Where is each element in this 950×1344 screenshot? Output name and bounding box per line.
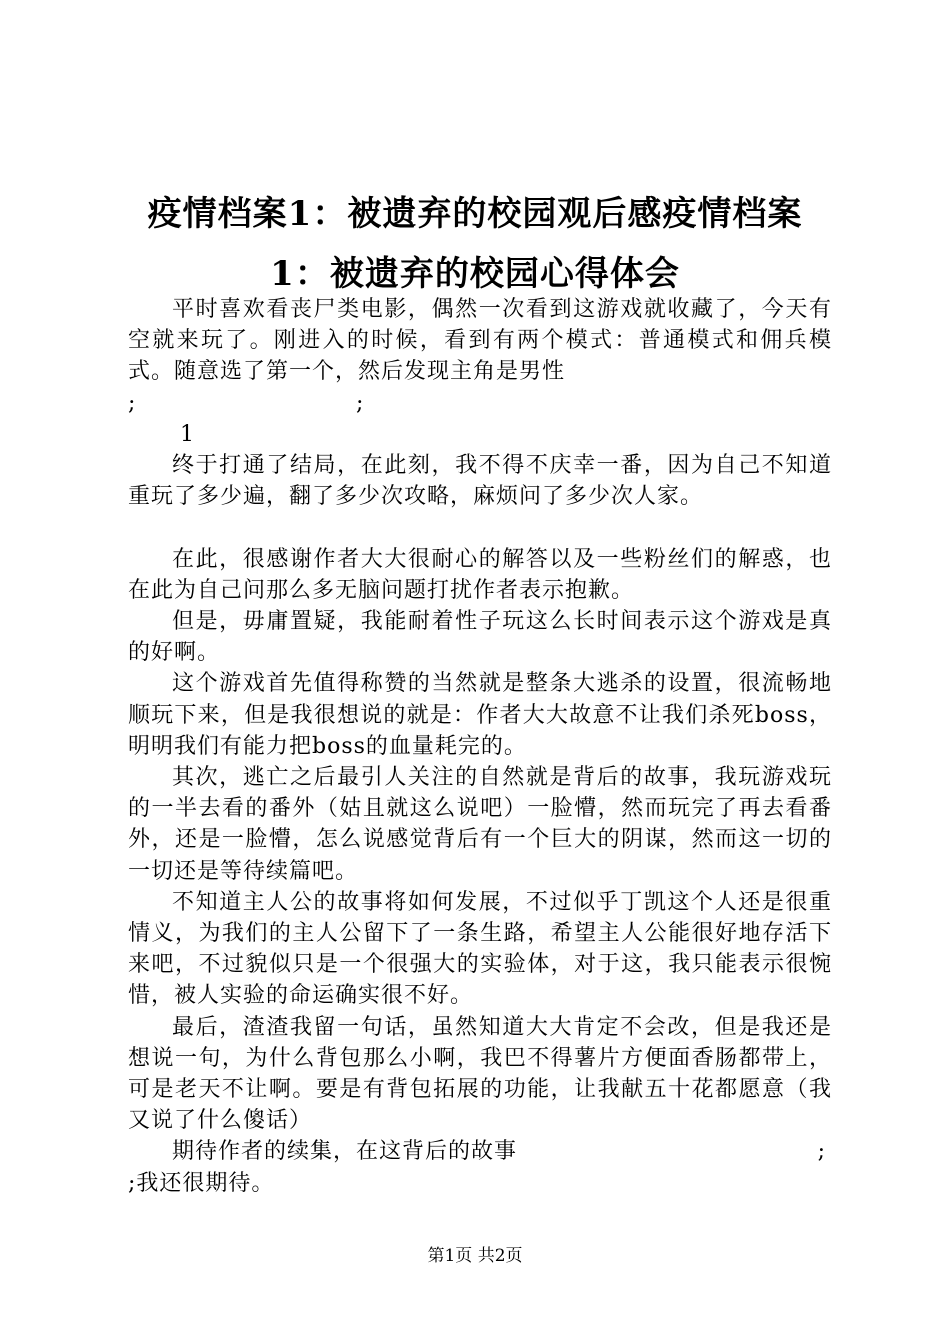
paragraph-8: 最后，渣渣我留一句话，虽然知道大大肯定不会改，但是我还是想说一句，为什么背包那么小啊，我巴不得薯片方便面香肠都带上，可是老天不让啊。要是有背包拓展的功能，让我献五十花都愿意（我又说了什么傻话） [128, 1014, 832, 1134]
semicolon-mark: ; [817, 1139, 826, 1165]
paragraph-1: 平时喜欢看丧尸类电影，偶然一次看到这游戏就收藏了，今天有空就来玩了。刚进入的时候，看到有两个模式：普通模式和佣兵模式。随意选了第一个，然后发现主角是男性 [128, 297, 832, 385]
paragraph-3: 在此，很感谢作者大大很耐心的解答以及一些粉丝们的解惑，也在此为自己问那么多无脑问题打扰作者表示抱歉。 [128, 546, 832, 603]
blank-line [128, 512, 832, 543]
closing-line [128, 1136, 832, 1167]
paragraph-2: 终于打通了结局，在此刻，我不得不庆幸一番，因为自己不知道重玩了多少遍，翻了多少次攻略，麻烦问了多少次人家。 [128, 452, 832, 510]
paragraph-4: 但是，毋庸置疑，我能耐着性子玩这么长时间表示这个游戏是真的好啊。 [128, 608, 832, 666]
paragraph-6: 其次，逃亡之后最引人关注的自然就是背后的故事，我玩游戏玩的一半去看的番外（姑且就这么说吧）一脸懵，然而玩完了再去看番外，还是一脸懵，怎么说感觉背后有一个巨大的阴谋，然而这一切的一切还是等待续篇吧。 [128, 765, 832, 884]
semicolon-mark: ; [128, 390, 137, 416]
closing-line-2: ;我还很期待。 [128, 1170, 275, 1196]
semicolon-row [128, 388, 832, 419]
document-title-line2: 1：被遗弃的校园心得体会 [270, 254, 680, 294]
document-title-line1: 疫情档案1：被遗弃的校园观后感疫情档案 [147, 194, 803, 234]
closing-text: 期待作者的续集，在这背后的故事 [172, 1139, 518, 1165]
semicolon-mark: ; [356, 390, 365, 416]
inline-page-number: 1 [180, 421, 195, 447]
paragraph-5: 这个游戏首先值得称赞的当然就是整条大逃杀的设置，很流畅地顺玩下来，但是我很想说的就是：作者大大故意不让我们杀死boss，明明我们有能力把boss的血量耗完的。 [128, 671, 832, 759]
document-body [128, 294, 832, 1199]
page-footer: 第1页 共2页 [427, 1246, 523, 1266]
paragraph-7: 不知道主人公的故事将如何发展，不过似乎丁凯这个人还是很重情义，为我们的主人公留下了一条生路，希望主人公能很好地存活下来吧，不过貌似只是一个很强大的实验体，对于这，我只能表示很惋惜，被人实验的命运确实很不好。 [128, 889, 832, 1009]
